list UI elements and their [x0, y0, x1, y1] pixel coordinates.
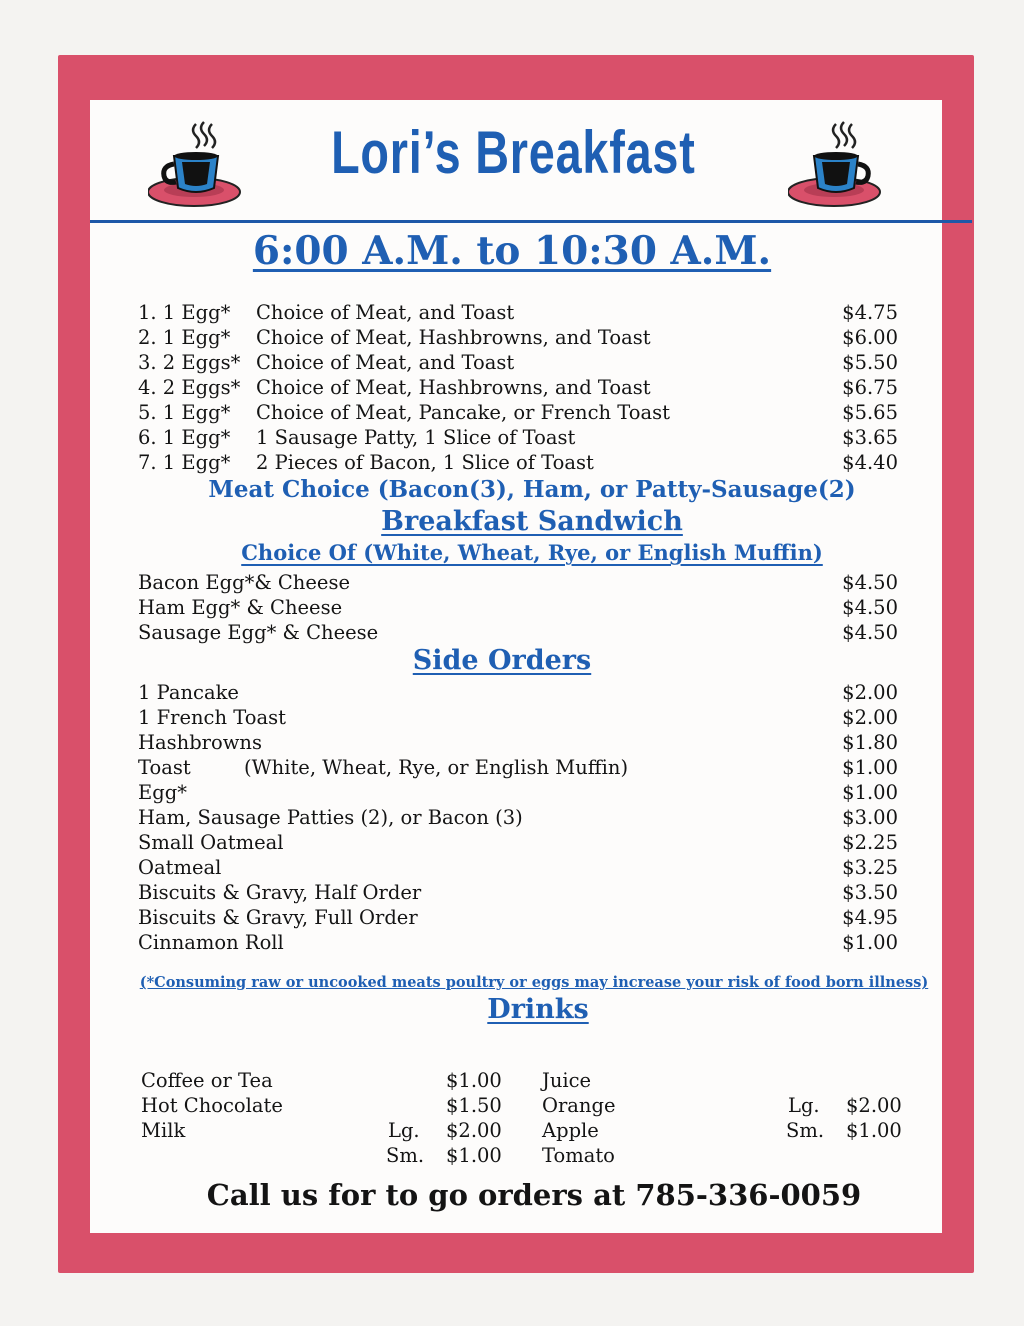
item-price: $5.50 [842, 351, 898, 374]
menu-item [138, 705, 898, 730]
item-price: $1.80 [842, 731, 898, 754]
size-label: Sm. [786, 1119, 825, 1142]
size-label: Lg. [788, 1094, 820, 1117]
menu-item [138, 680, 898, 705]
menu-item [138, 620, 898, 645]
item-name: Cinnamon Roll [138, 931, 284, 954]
menu-item [138, 570, 898, 595]
menu-item [138, 350, 898, 375]
item-number: 2. 1 Egg* [138, 326, 231, 349]
drink-price: $1.50 [446, 1094, 502, 1117]
item-price: $2.25 [842, 831, 898, 854]
item-name: Ham, Sausage Patties (2), or Bacon (3) [138, 806, 523, 829]
menu-item [138, 400, 898, 425]
item-price: $2.00 [842, 706, 898, 729]
menu-item [138, 905, 898, 930]
item-name: Egg* [138, 781, 187, 804]
menu-item [138, 805, 898, 830]
bread-choice-note: Choice Of (White, Wheat, Rye, or English Muffin) [241, 540, 823, 565]
item-description: 2 Pieces of Bacon, 1 Slice of Toast [256, 451, 594, 474]
menu-item [138, 930, 898, 955]
item-price: $1.00 [842, 756, 898, 779]
item-description: Choice of Meat, Hashbrowns, and Toast [256, 376, 651, 399]
item-price: $3.50 [842, 881, 898, 904]
item-number: 6. 1 Egg* [138, 426, 231, 449]
sandwich-heading: Breakfast Sandwich [381, 506, 683, 537]
item-price: $4.95 [842, 906, 898, 929]
item-description: Choice of Meat, Hashbrowns, and Toast [256, 326, 651, 349]
item-note: (White, Wheat, Rye, or English Muffin) [244, 756, 629, 779]
drink-price: $2.00 [446, 1119, 502, 1142]
page-title: Lori’s Breakfast [331, 119, 696, 186]
item-name: 1 French Toast [138, 706, 286, 729]
menu-item [138, 780, 898, 805]
meat-choice-note: Meat Choice (Bacon(3), Ham, or Patty-Sausage(2) [208, 476, 856, 503]
item-price: $3.65 [842, 426, 898, 449]
item-price: $1.00 [842, 931, 898, 954]
item-description: Choice of Meat, and Toast [256, 351, 515, 374]
side-orders-heading: Side Orders [412, 645, 592, 676]
item-number: 4. 2 Eggs* [138, 376, 241, 399]
item-number: 1. 1 Egg* [138, 301, 231, 324]
item-name: 1 Pancake [138, 681, 239, 704]
menu-item [138, 830, 898, 855]
item-name: Sausage Egg* & Cheese [138, 621, 379, 644]
menu-item [138, 425, 898, 450]
item-number: 5. 1 Egg* [138, 401, 231, 424]
item-name: Oatmeal [138, 856, 222, 879]
size-label: Sm. [386, 1144, 425, 1167]
item-name: Bacon Egg*& Cheese [138, 571, 350, 594]
item-name: Small Oatmeal [138, 831, 284, 854]
item-description: Choice of Meat, Pancake, or French Toast [256, 401, 670, 424]
item-description: 1 Sausage Patty, 1 Slice of Toast [256, 426, 576, 449]
item-name: Hashbrowns [138, 731, 262, 754]
drinks-heading: Drinks [487, 994, 589, 1025]
drink-name: Juice [542, 1069, 592, 1092]
juice-flavor: Apple [542, 1119, 599, 1142]
call-to-order: Call us for to go orders at 785-336-0059 [206, 1178, 862, 1212]
item-price: $4.50 [842, 571, 898, 594]
juice-flavor: Orange [542, 1094, 616, 1117]
item-price: $3.00 [842, 806, 898, 829]
item-name: Biscuits & Gravy, Half Order [138, 881, 422, 904]
item-number: 3. 2 Eggs* [138, 351, 241, 374]
menu-item [138, 375, 898, 400]
menu-item [138, 880, 898, 905]
item-name: Ham Egg* & Cheese [138, 596, 343, 619]
juice-flavor: Tomato [542, 1144, 615, 1167]
item-price: $1.00 [842, 781, 898, 804]
hours-heading [0, 228, 1024, 274]
drink-price: $1.00 [446, 1144, 502, 1167]
item-price: $4.50 [842, 621, 898, 644]
menu-item [138, 855, 898, 880]
menu-item [138, 595, 898, 620]
drink-name: Milk [141, 1119, 186, 1142]
item-price: $6.75 [842, 376, 898, 399]
item-price: $4.50 [842, 596, 898, 619]
item-price: $5.65 [842, 401, 898, 424]
item-price: $6.00 [842, 326, 898, 349]
drink-name: Hot Chocolate [141, 1094, 283, 1117]
food-safety-disclaimer: (*Consuming raw or uncooked meats poultry or eggs may increase your risk of food born illness) [139, 974, 929, 991]
title-divider [90, 220, 972, 223]
item-number: 7. 1 Egg* [138, 451, 231, 474]
item-name: Toast [138, 756, 191, 779]
menu-item [138, 325, 898, 350]
menu-item [138, 755, 898, 780]
drink-name: Coffee or Tea [141, 1069, 273, 1092]
item-description: Choice of Meat, and Toast [256, 301, 515, 324]
item-price: $2.00 [842, 681, 898, 704]
hours-text: 6:00 A.M. to 10:30 A.M. [252, 228, 772, 274]
menu-item [138, 730, 898, 755]
drink-price: $1.00 [446, 1069, 502, 1092]
drink-price: $1.00 [846, 1119, 902, 1142]
menu-item [138, 450, 898, 475]
item-price: $3.25 [842, 856, 898, 879]
item-price: $4.40 [842, 451, 898, 474]
drink-price: $2.00 [846, 1094, 902, 1117]
item-price: $4.75 [842, 301, 898, 324]
menu-item [138, 300, 898, 325]
size-label: Lg. [388, 1119, 420, 1142]
item-name: Biscuits & Gravy, Full Order [138, 906, 418, 929]
